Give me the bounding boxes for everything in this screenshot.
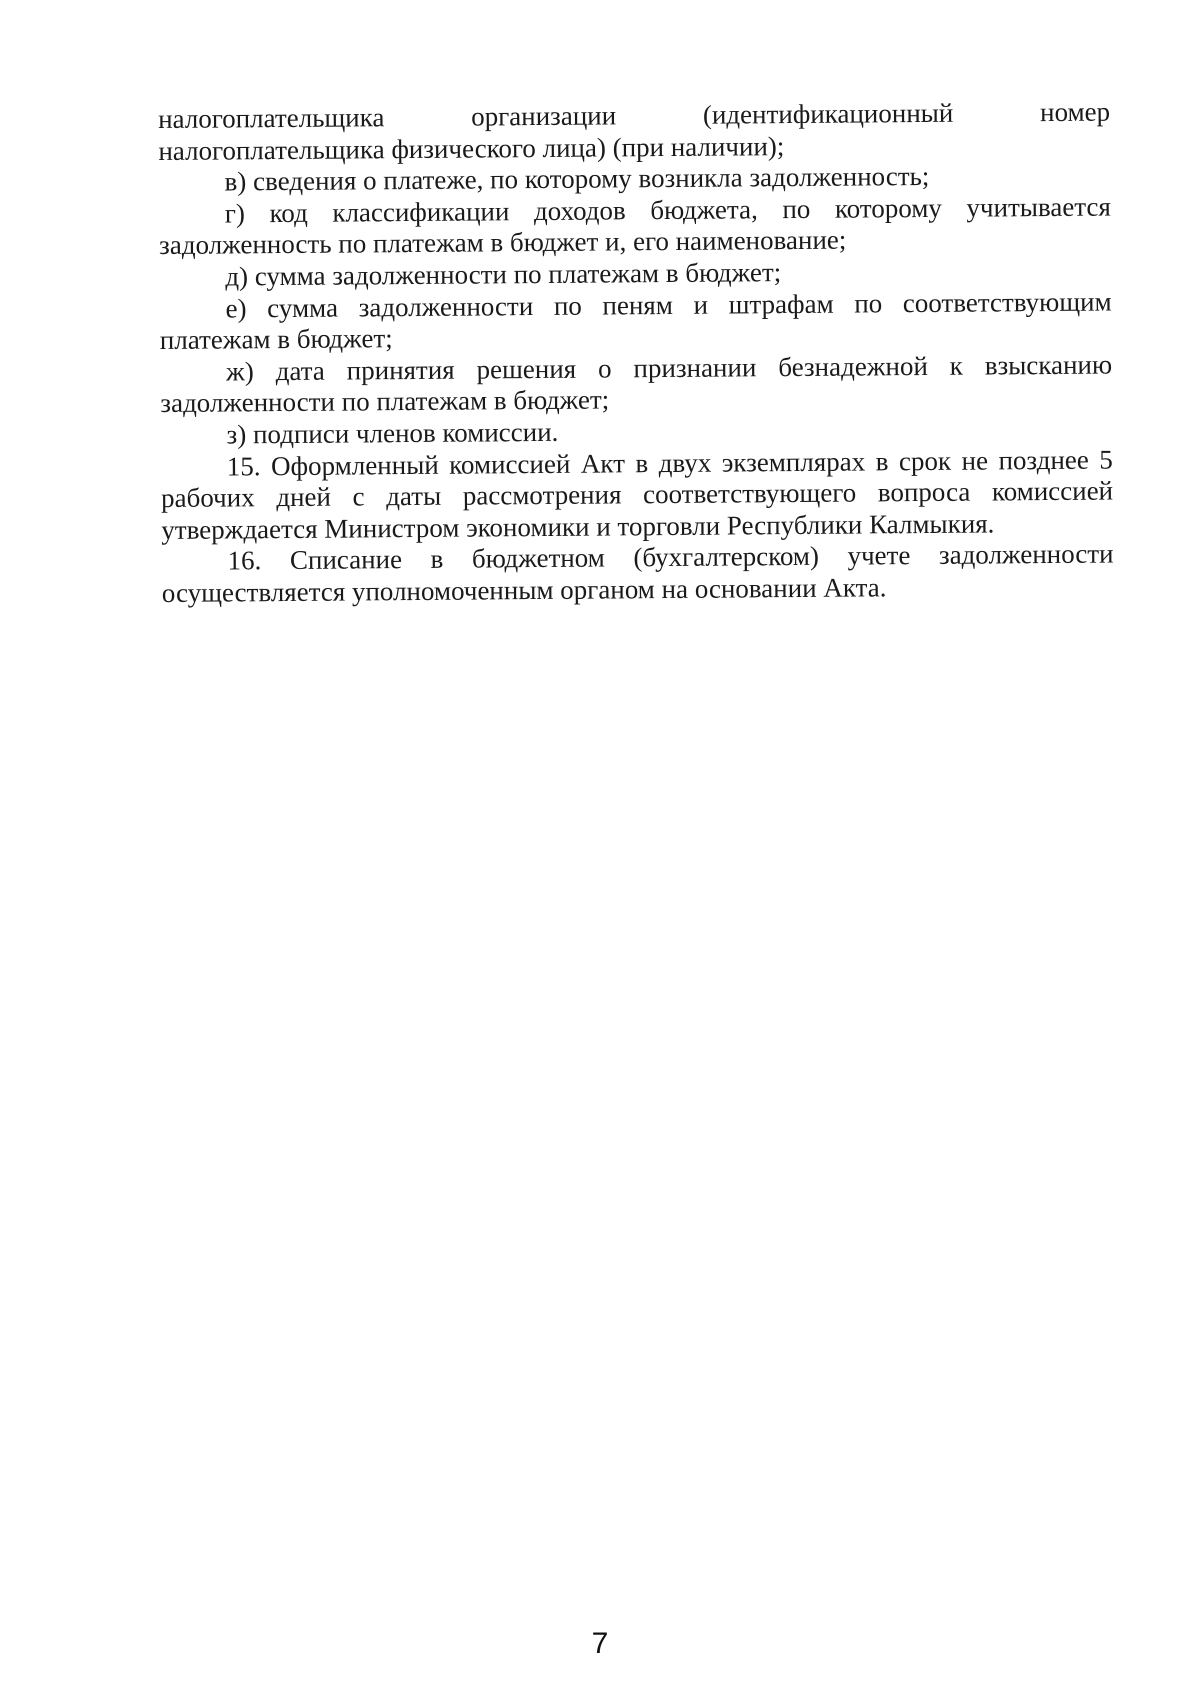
paragraph-continuation-line: налогоплательщика организации (идентификационный номер: [158, 96, 1111, 134]
paragraph-item-g: г) код классификации доходов бюджета, по которому учитывается задолженность по платежам в бюджет и, его наименование;: [158, 191, 1111, 261]
paragraph-item-z: з) подписи членов комиссии.: [226, 416, 559, 450]
paragraph-item-zh: ж) дата принятия решения о признании безнадежной к взысканию задолженности по платежам в бюджет;: [160, 349, 1113, 419]
paragraph-clause-16: 16. Списание в бюджетном (бухгалтерском) учете задолженности осуществляется уполномоченным органом на основании Акта.: [161, 538, 1114, 608]
paragraph-continuation-rest: налогоплательщика физического лица) (при наличии);: [158, 130, 785, 166]
paragraph-item-d: д) сумма задолженности по платежам в бюджет;: [225, 257, 782, 292]
document-body: [158, 97, 1114, 610]
page-number: 7: [591, 1627, 609, 1660]
paragraph-item-v: в) сведения о платеже, по которому возникла задолженность;: [224, 161, 930, 197]
paragraph-item-e: е) сумма задолженности по пеням и штрафам по соответствующим платежам в бюджет;: [159, 286, 1112, 356]
paragraph-clause-15: 15. Оформленный комиссией Акт в двух экземплярах в срок не позднее 5 рабочих дней с даты рассмотрения соответствующего вопроса комиссией утверждается Министром экономики и торговли Республики Калмыкия.: [160, 444, 1114, 545]
